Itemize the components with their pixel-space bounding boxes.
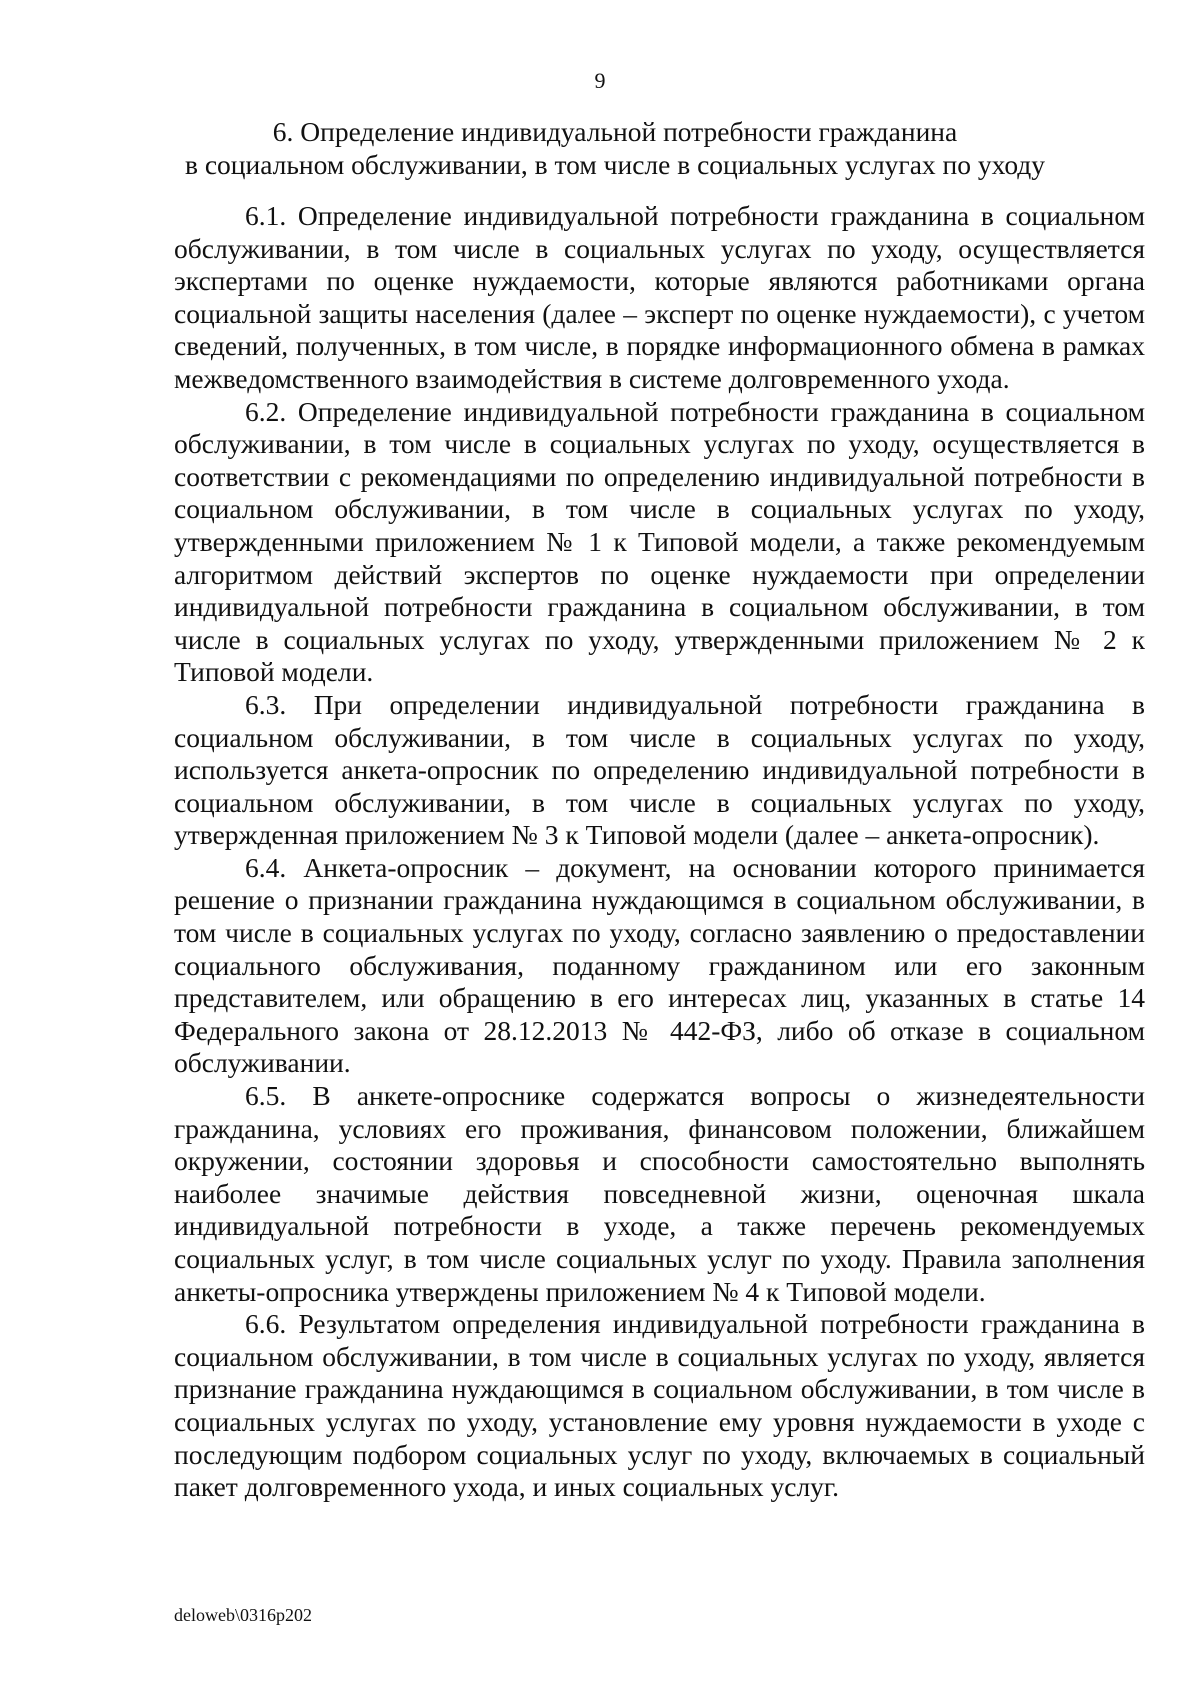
page-number: 9: [594, 68, 606, 93]
section-heading: [160, 116, 1070, 181]
paragraph-6-3: 6.3. При определении индивидуальной потребности гражданина в социальном обслуживании, в том числе в социальных услугах по уходу, используется анкета-опросник по определению индивидуальной потребности в социальном обслуживании, в том числе в социальных услугах по уходу, утвержденная приложением № 3 к Типовой модели (далее – анкета-опросник).: [174, 688, 1145, 851]
paragraph-6-6: 6.6. Результатом определения индивидуальной потребности гражданина в социальном обслуживании, в том числе в социальных услугах по уходу, является признание гражданина нуждающимся в социальном обслуживании, в том числе в социальных услугах по уходу, установление ему уровня нуждаемости в уходе с последующим подбором социальных услуг по уходу, включаемых в социальный пакет долговременного ухода, и иных социальных услуг.: [174, 1308, 1145, 1503]
section-heading-line-1: 6. Определение индивидуальной потребности гражданина: [272, 116, 958, 147]
paragraph-6-2: 6.2. Определение индивидуальной потребности гражданина в социальном обслуживании, в том числе в социальных услугах по уходу, осуществляется в соответствии с рекомендациями по определению индивидуальной потребности в социальном обслуживании, в том числе в социальных услугах по уходу, утвержденными приложением № 1 к Типовой модели, а также рекомендуемым алгоритмом действий экспертов по оценке нуждаемости при определении индивидуальной потребности гражданина в социальном обслуживании, в том числе в социальных услугах по уходу, утвержденными приложением № 2 к Типовой модели.: [174, 395, 1145, 688]
section-heading-line-2: в социальном обслуживании, в том числе в социальных услугах по уходу: [184, 148, 1046, 180]
paragraph-6-1: 6.1. Определение индивидуальной потребности гражданина в социальном обслуживании, в том числе в социальных услугах по уходу, осуществляется экспертами по оценке нуждаемости, которые являются работниками органа социальной защиты населения (далее – эксперт по оценке нуждаемости), с учетом сведений, полученных, в том числе, в порядке информационного обмена в рамках межведомственного взаимодействия в системе долговременного ухода.: [174, 200, 1145, 394]
document-footer-id: deloweb\0316p202: [174, 1605, 312, 1625]
paragraph-6-4: 6.4. Анкета-опросник – документ, на основании которого принимается решение о признании гражданина нуждающимся в социальном обслуживании, в том числе в социальных услугах по уходу, согласно заявлению о предоставлении социального обслуживания, поданному гражданином или его законным представителем, или обращению в его интересах лиц, указанных в статье 14 Федерального закона от 28.12.2013 № 442-ФЗ, либо об отказе в социальном обслуживании.: [174, 851, 1145, 1079]
document-body: [174, 200, 1145, 1504]
paragraph-6-5: 6.5. В анкете-опроснике содержатся вопросы о жизнедеятельности гражданина, условиях его проживания, финансовом положении, ближайшем окружении, состоянии здоровья и способности самостоятельно выполнять наиболее значимые действия повседневной жизни, оценочная шкала индивидуальной потребности в уходе, а также перечень рекомендуемых социальных услуг, в том числе социальных услуг по уходу. Правила заполнения анкеты-опросника утверждены приложением № 4 к Типовой модели.: [174, 1080, 1145, 1307]
